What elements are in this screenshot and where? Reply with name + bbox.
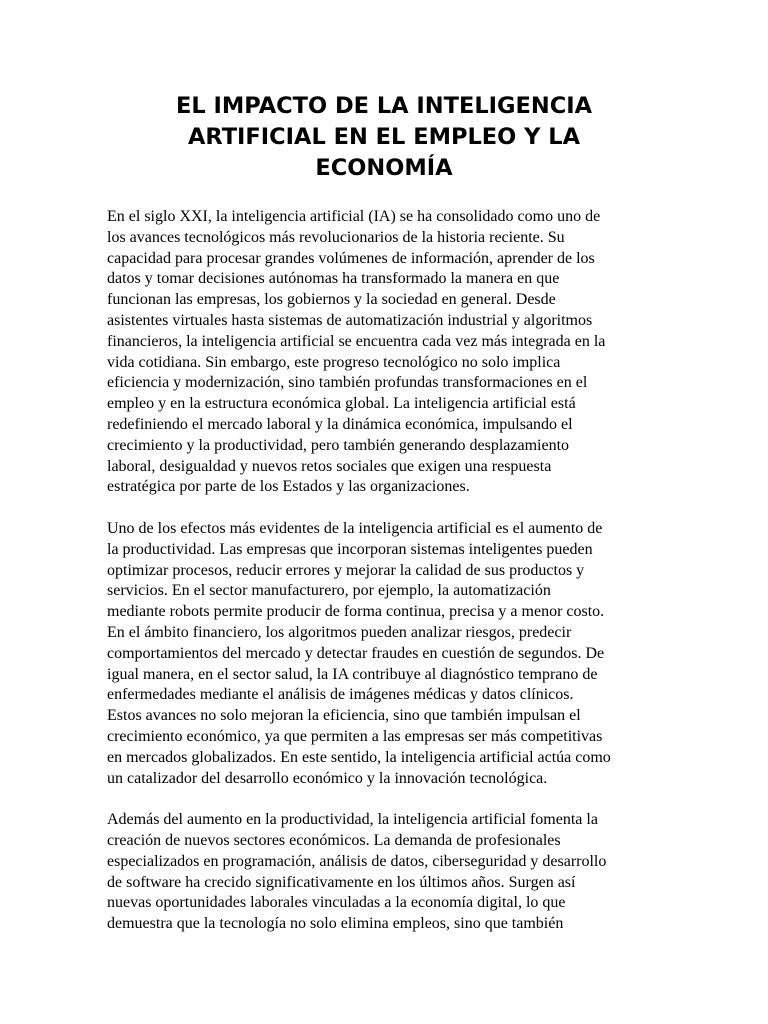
text-line: En el siglo XXI, la inteligencia artificial (IA) se ha consolidado como uno de — [107, 208, 601, 225]
text-line: la productividad. Las empresas que incorporan sistemas inteligentes pueden — [107, 540, 593, 558]
text-line: crecimiento y la productividad, pero también generando desplazamiento — [107, 436, 570, 454]
text-line: igual manera, en el sector salud, la IA contribuye al diagnóstico temprano de — [107, 665, 598, 683]
paragraph-3 — [107, 810, 663, 935]
text-line: asistentes virtuales hasta sistemas de automatización industrial y algoritmos — [107, 311, 593, 329]
text-line: optimizar procesos, reducir errores y mejorar la calidad de sus productos y — [107, 561, 585, 579]
text-line: redefiniendo el mercado laboral y la dinámica económica, impulsando el — [107, 415, 573, 433]
title-line: ECONOMÍA — [315, 155, 453, 181]
text-line: en mercados globalizados. En este sentido, la inteligencia artificial actúa como — [107, 748, 611, 766]
paragraph-1 — [107, 207, 663, 498]
text-line: datos y tomar decisiones autónomas ha transformado la manera en que — [107, 270, 560, 288]
text-line: nuevas oportunidades laborales vinculadas a la economía digital, lo que — [107, 894, 566, 912]
text-line: crecimiento económico, ya que permiten a las empresas ser más competitivas — [107, 727, 603, 745]
text-line: capacidad para procesar grandes volúmenes de información, aprender de los — [107, 249, 595, 267]
text-line: comportamientos del mercado y detectar fraudes en cuestión de segundos. De — [107, 644, 605, 662]
text-line: de software ha crecido significativamente en los últimos años. Surgen así — [107, 873, 576, 891]
text-line: En el ámbito financiero, los algoritmos pueden analizar riesgos, predecir — [107, 623, 572, 641]
text-line: un catalizador del desarrollo económico y la innovación tecnológica. — [107, 769, 548, 787]
text-line: empleo y en la estructura económica global. La inteligencia artificial está — [107, 395, 576, 413]
paragraph-2 — [107, 519, 663, 789]
text-line: eficiencia y modernización, sino también profundas transformaciones en el — [107, 374, 588, 392]
text-line: los avances tecnológicos más revolucionarios de la historia reciente. Su — [107, 228, 565, 246]
document-title — [108, 91, 660, 184]
text-line: enfermedades mediante el análisis de imágenes médicas y datos clínicos. — [107, 686, 574, 704]
text-line: creación de nuevos sectores económicos. La demanda de profesionales — [107, 831, 561, 849]
text-line: Estos avances no solo mejoran la eficiencia, sino que también impulsan el — [107, 707, 581, 725]
text-line: servicios. En el sector manufacturero, por ejemplo, la automatización — [107, 582, 551, 600]
text-line: financieros, la inteligencia artificial se encuentra cada vez más integrada en la — [107, 332, 606, 350]
text-line: vida cotidiana. Sin embargo, este progreso tecnológico no solo implica — [107, 353, 561, 371]
text-line: laboral, desigualdad y nuevos retos sociales que exigen una respuesta — [107, 457, 552, 475]
title-line: EL IMPACTO DE LA INTELIGENCIA — [175, 93, 593, 119]
title-line: ARTIFICIAL EN EL EMPLEO Y LA — [187, 124, 581, 150]
text-line: especializados en programación, análisis de datos, ciberseguridad y desarrollo — [107, 852, 607, 870]
text-line: demuestra que la tecnología no solo elimina empleos, sino que también — [107, 915, 564, 933]
text-line: Además del aumento en la productividad, la inteligencia artificial fomenta la — [107, 811, 598, 829]
text-line: funcionan las empresas, los gobiernos y la sociedad en general. Desde — [107, 291, 556, 309]
text-line: mediante robots permite producir de forma continua, precisa y a menor costo. — [107, 603, 605, 621]
text-line: estratégica por parte de los Estados y las organizaciones. — [107, 478, 470, 496]
document-body — [107, 207, 663, 956]
text-line: Uno de los efectos más evidentes de la inteligencia artificial es el aumento de — [107, 519, 603, 537]
